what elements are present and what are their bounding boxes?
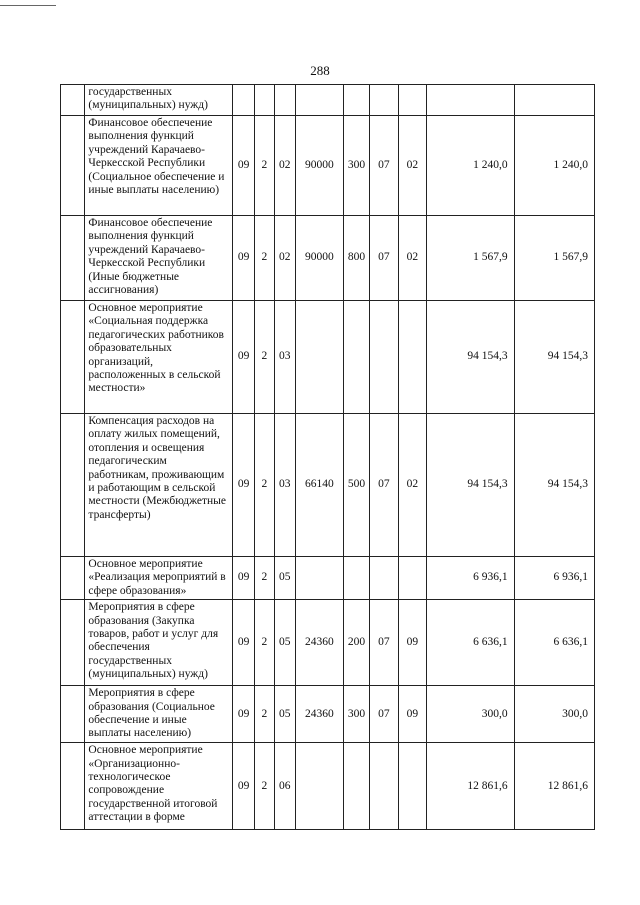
subsection-cell — [398, 301, 426, 414]
amount-cell: 1 240,0 — [514, 116, 594, 216]
subsection-cell: 02 — [398, 414, 426, 557]
amount-cell: 12 861,6 — [514, 743, 594, 830]
table-row — [61, 85, 595, 116]
expense-type-cell: 500 — [343, 414, 369, 557]
amount-cell — [514, 85, 594, 116]
subsection-cell: 09 — [398, 686, 426, 743]
subsection-cell — [398, 557, 426, 600]
row-number-cell — [61, 686, 85, 743]
subsection-cell: 02 — [398, 216, 426, 301]
ved-cell: 09 — [232, 557, 254, 600]
program-cell: 2 — [255, 743, 274, 830]
target-article-cell — [295, 743, 343, 830]
subprogram-cell: 05 — [274, 557, 295, 600]
subprogram-cell: 02 — [274, 216, 295, 301]
program-cell: 2 — [255, 116, 274, 216]
amount-cell: 1 240,0 — [427, 116, 514, 216]
subsection-cell: 09 — [398, 600, 426, 686]
table-row — [61, 557, 595, 600]
row-name-cell: Компенсация расходов на оплату жилых помещений, отопления и освещения педагогическим работникам, проживающим и работающим в сельской местности (Межбюджетные трансферты) — [85, 414, 232, 557]
row-name-cell: Финансовое обеспечение выполнения функций учреждений Карачаево-Черкесской Республики (Социальное обеспечение и иные выплаты населению) — [85, 116, 232, 216]
row-name-cell: Основное мероприятие «Организационно-технологическое сопровождение государственной итоговой аттестации в форме — [85, 743, 232, 830]
subprogram-cell — [274, 85, 295, 116]
ved-cell: 09 — [232, 686, 254, 743]
table-row — [61, 743, 595, 830]
row-number-cell — [61, 414, 85, 557]
subprogram-cell: 05 — [274, 686, 295, 743]
target-article-cell — [295, 301, 343, 414]
program-cell: 2 — [255, 600, 274, 686]
ved-cell — [232, 85, 254, 116]
target-article-cell: 90000 — [295, 216, 343, 301]
program-cell: 2 — [255, 216, 274, 301]
subprogram-cell: 03 — [274, 301, 295, 414]
ved-cell: 09 — [232, 414, 254, 557]
subsection-cell — [398, 743, 426, 830]
ved-cell: 09 — [232, 301, 254, 414]
ved-cell: 09 — [232, 743, 254, 830]
subprogram-cell: 02 — [274, 116, 295, 216]
ved-cell: 09 — [232, 116, 254, 216]
table-row — [61, 216, 595, 301]
target-article-cell — [295, 85, 343, 116]
subprogram-cell: 06 — [274, 743, 295, 830]
row-name-cell: Основное мероприятие «Социальная поддержка педагогических работников образовательных организаций, расположенных в сельской местности» — [85, 301, 232, 414]
expense-type-cell: 800 — [343, 216, 369, 301]
section-cell — [370, 743, 398, 830]
row-number-cell — [61, 600, 85, 686]
target-article-cell: 66140 — [295, 414, 343, 557]
target-article-cell — [295, 557, 343, 600]
row-number-cell — [61, 216, 85, 301]
section-cell: 07 — [370, 414, 398, 557]
amount-cell: 1 567,9 — [427, 216, 514, 301]
section-cell — [370, 557, 398, 600]
amount-cell: 1 567,9 — [514, 216, 594, 301]
row-name-cell: Основное мероприятие «Реализация мероприятий в сфере образования» — [85, 557, 232, 600]
program-cell: 2 — [255, 414, 274, 557]
target-article-cell: 24360 — [295, 686, 343, 743]
ved-cell: 09 — [232, 216, 254, 301]
section-cell: 07 — [370, 116, 398, 216]
table-row — [61, 414, 595, 557]
section-cell: 07 — [370, 216, 398, 301]
section-cell — [370, 85, 398, 116]
amount-cell: 94 154,3 — [427, 301, 514, 414]
page-number: 288 — [310, 63, 330, 78]
subsection-cell: 02 — [398, 116, 426, 216]
row-name-cell: Финансовое обеспечение выполнения функций учреждений Карачаево-Черкесской Республики (Иные бюджетные ассигнования) — [85, 216, 232, 301]
table-row — [61, 686, 595, 743]
row-number-cell — [61, 116, 85, 216]
amount-cell: 6 636,1 — [427, 600, 514, 686]
row-number-cell — [61, 557, 85, 600]
table-row — [61, 301, 595, 414]
program-cell: 2 — [255, 557, 274, 600]
row-name-cell: государственных (муниципальных) нужд) — [85, 85, 232, 116]
expense-type-cell: 300 — [343, 686, 369, 743]
section-cell: 07 — [370, 600, 398, 686]
expense-type-cell — [343, 557, 369, 600]
amount-cell: 94 154,3 — [514, 301, 594, 414]
row-number-cell — [61, 743, 85, 830]
amount-cell — [427, 85, 514, 116]
program-cell: 2 — [255, 686, 274, 743]
row-number-cell — [61, 85, 85, 116]
section-cell — [370, 301, 398, 414]
amount-cell: 6 936,1 — [514, 557, 594, 600]
amount-cell: 300,0 — [427, 686, 514, 743]
ved-cell: 09 — [232, 600, 254, 686]
expense-type-cell — [343, 85, 369, 116]
target-article-cell: 90000 — [295, 116, 343, 216]
row-number-cell — [61, 301, 85, 414]
row-name-cell: Мероприятия в сфере образования (Социальное обеспечение и иные выплаты населению) — [85, 686, 232, 743]
amount-cell: 94 154,3 — [514, 414, 594, 557]
expense-type-cell: 300 — [343, 116, 369, 216]
subprogram-cell: 05 — [274, 600, 295, 686]
amount-cell: 94 154,3 — [427, 414, 514, 557]
amount-cell: 6 636,1 — [514, 600, 594, 686]
expense-type-cell: 200 — [343, 600, 369, 686]
target-article-cell: 24360 — [295, 600, 343, 686]
section-cell: 07 — [370, 686, 398, 743]
program-cell — [255, 85, 274, 116]
table-row — [61, 600, 595, 686]
subsection-cell — [398, 85, 426, 116]
top-rule — [0, 5, 56, 6]
budget-table — [60, 84, 595, 830]
expense-type-cell — [343, 301, 369, 414]
expense-type-cell — [343, 743, 369, 830]
table-row — [61, 116, 595, 216]
row-name-cell: Мероприятия в сфере образования (Закупка товаров, работ и услуг для обеспечения государственных (муниципальных) нужд) — [85, 600, 232, 686]
program-cell: 2 — [255, 301, 274, 414]
subprogram-cell: 03 — [274, 414, 295, 557]
amount-cell: 6 936,1 — [427, 557, 514, 600]
amount-cell: 12 861,6 — [427, 743, 514, 830]
amount-cell: 300,0 — [514, 686, 594, 743]
